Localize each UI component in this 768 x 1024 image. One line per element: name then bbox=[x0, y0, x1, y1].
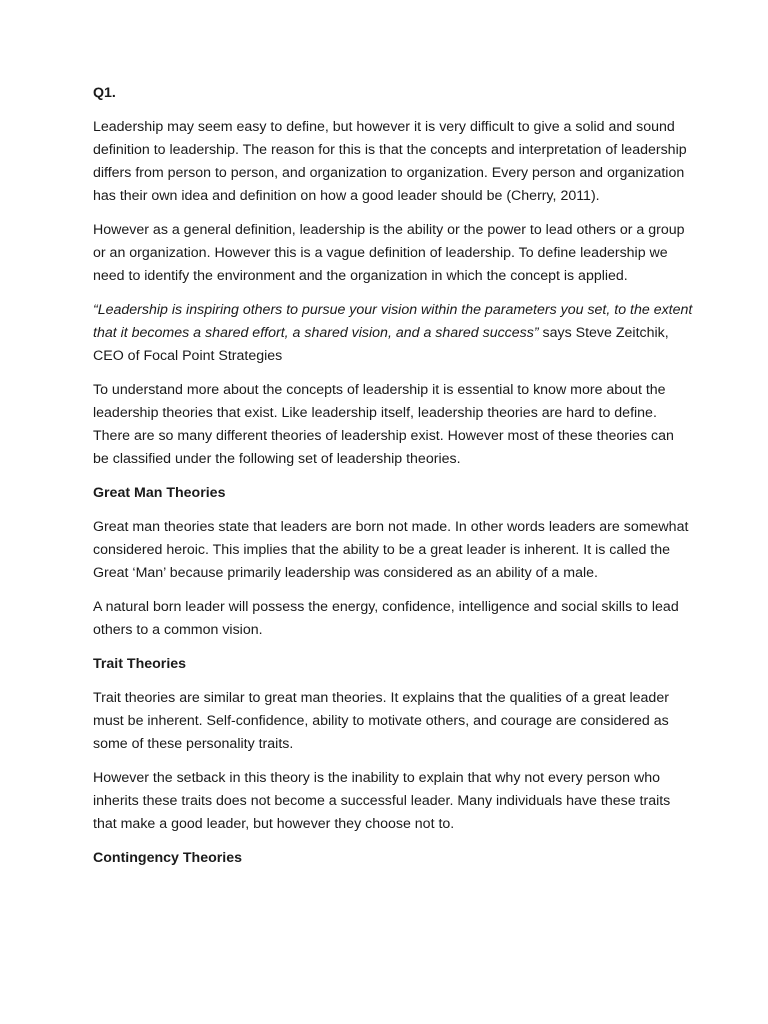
paragraph-trait-1: Trait theories are similar to great man theories. It explains that the qualities of a great leader must be inherent. Self-confidence, ability to motivate others, and courage are considered as some of these personality traits. bbox=[93, 690, 669, 752]
section-heading-trait: Trait Theories bbox=[93, 656, 187, 672]
paragraph-trait-2: However the setback in this theory is the inability to explain that why not every person who inherits these traits does not become a successful leader. Many individuals have these traits that make a good leader, but however they choose not to. bbox=[93, 770, 671, 832]
section-heading-great-man: Great Man Theories bbox=[93, 485, 226, 501]
paragraph-leadership-definition: Leadership may seem easy to define, but however it is very difficult to give a solid and sound definition to leadership. The reason for this is that the concepts and interpretation of leadership differs from person to person, and organization to organization. Every person and organization has their own idea and definition on how a good leader should be (Cherry, 2011). bbox=[93, 119, 687, 204]
paragraph-theories-intro: To understand more about the concepts of leadership it is essential to know more about the leadership theories that exist. Like leadership itself, leadership theories are hard to define. There are so many different theories of leadership exist. However most of these theories can be classified under the following set of leadership theories. bbox=[93, 382, 674, 467]
section-heading-contingency: Contingency Theories bbox=[93, 850, 242, 866]
question-label: Q1. bbox=[93, 85, 116, 101]
document-body bbox=[93, 82, 693, 881]
paragraph-great-man-1: Great man theories state that leaders are born not made. In other words leaders are somewhat considered heroic. This implies that the ability to be a great leader is inherent. It is called the Great ‘Man’ because primarily leadership was considered as an ability of a male. bbox=[93, 519, 689, 581]
quote-text: “Leadership is inspiring others to pursue your vision within the parameters you set, to the extent that it becomes a shared effort, a shared vision, and a shared success” bbox=[93, 302, 693, 341]
quote-attribution: says Steve Zeitchik, CEO of Focal Point Strategies bbox=[93, 325, 669, 364]
quote-paragraph bbox=[93, 299, 693, 368]
paragraph-general-definition: However as a general definition, leadership is the ability or the power to lead others or a group or an organization. However this is a vague definition of leadership. To define leadership we need to identify the environment and the organization in which the concept is applied. bbox=[93, 222, 685, 284]
paragraph-great-man-2: A natural born leader will possess the energy, confidence, intelligence and social skills to lead others to a common vision. bbox=[93, 599, 679, 638]
